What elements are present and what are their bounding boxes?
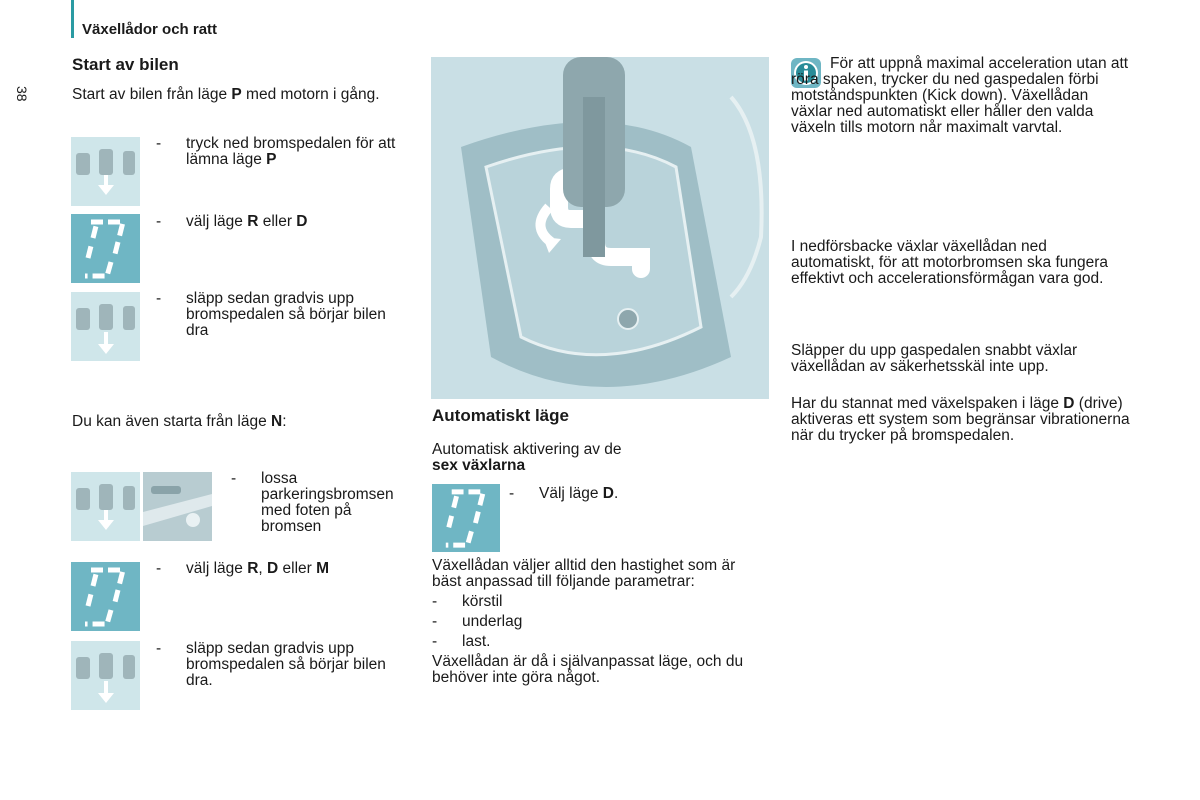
gear-display-icon [432, 484, 500, 552]
start-heading: Start av bilen [72, 55, 179, 74]
kickdown-paragraph: För att uppnå maximal acceleration utan att röra spaken, trycker du ned gaspedalen förbi motståndspunkten (Kick down). Växellådan växlar ned automatiskt eller håller den valda växeln tills motorn når maximalt varvtal. [791, 55, 1129, 136]
vibration-paragraph: Har du stannat med växelspaken i läge D (drive) aktiveras ett system som begränsar vibrationerna när du trycker på bromspedalen. [791, 395, 1130, 444]
brake-pedal-press-icon [71, 472, 140, 541]
automatic-mode-heading: Automatiskt läge [432, 406, 569, 425]
start-from-n-intro: Du kan även starta från läge N: [72, 413, 287, 430]
brake-pedal-release-icon [71, 292, 140, 361]
param-item: - last. [432, 633, 491, 650]
params-intro: Växellådan väljer alltid den hastighet som är bäst anpassad till följande parametrar: [432, 557, 736, 590]
brake-pedal-press-icon [71, 137, 140, 206]
automatic-closing: Växellådan är då i självanpassat läge, och du behöver inte göra något. [432, 653, 744, 686]
downhill-paragraph: I nedförsbacke växlar växellådan ned automatiskt, för att motorbromsen ska fungera effektivt och accelerationsförmågan vara god. [791, 238, 1109, 287]
gear-selector-illustration [431, 57, 769, 399]
start-intro: Start av bilen från läge P med motorn i gång. [72, 86, 380, 103]
section-title: Växellådor och ratt [82, 21, 218, 38]
section-accent-bar [71, 0, 74, 38]
gear-display-icon [71, 562, 140, 631]
automatic-body [432, 558, 762, 686]
automatic-intro: Automatisk aktivering av de sex växlarna [432, 441, 622, 474]
gear-display-icon [71, 214, 140, 283]
release-throttle-paragraph: Släpper du upp gaspedalen snabbt växlar växellådan av säkerhetsskäl inte upp. [791, 342, 1078, 375]
param-item: - underlag [432, 613, 523, 630]
param-item: - körstil [432, 593, 503, 610]
brake-pedal-release-icon [71, 641, 140, 710]
parking-brake-photo [143, 472, 212, 541]
page-number: 38 [14, 86, 30, 102]
